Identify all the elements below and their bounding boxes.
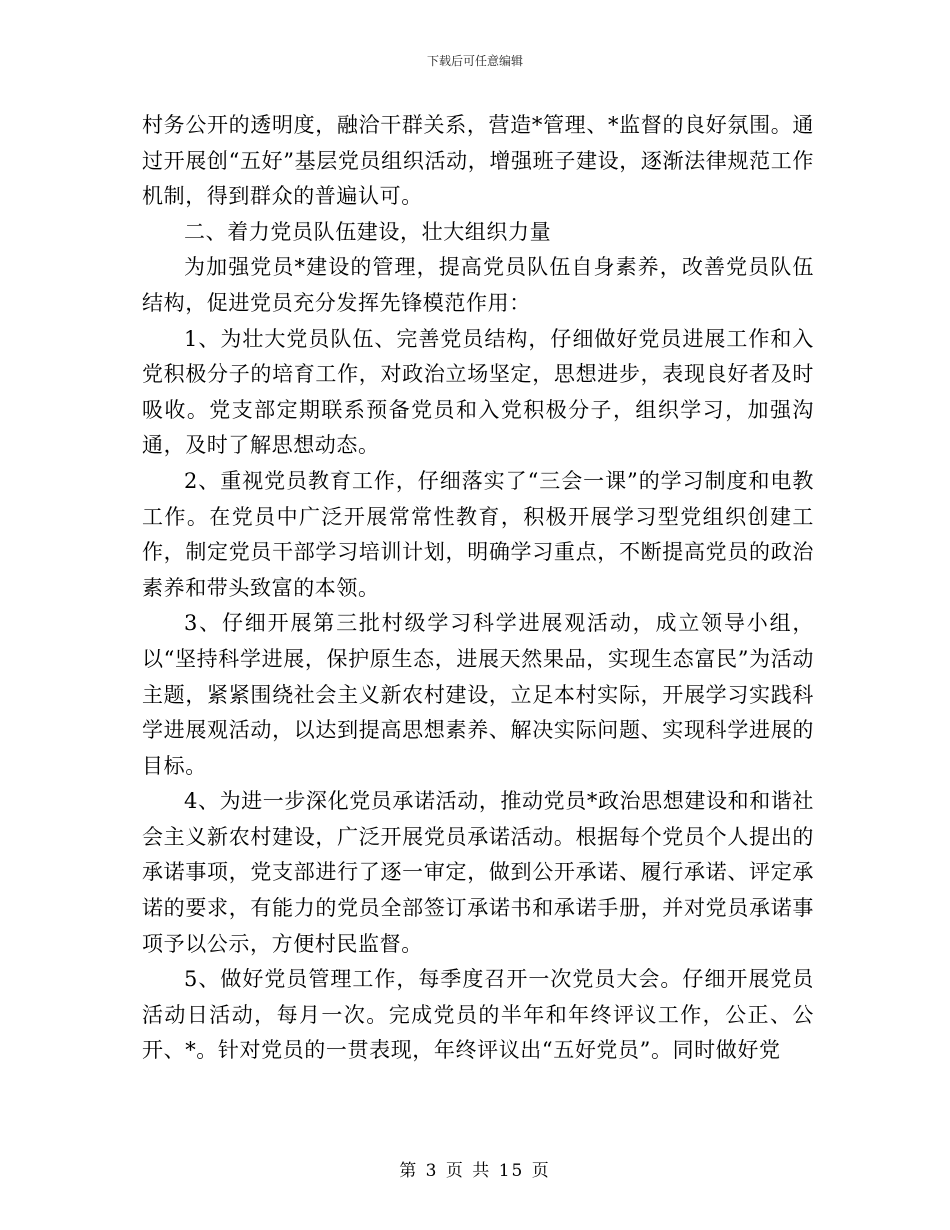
paragraph-intro: 为加强党员*建设的管理，提高党员队伍自身素养，改善党员队伍结构，促进党员充分发挥先锋模范作用： <box>142 255 814 315</box>
section-heading: 二、着力党员队伍建设，壮大组织力量 <box>184 219 552 244</box>
paragraph-continued: 村务公开的透明度，融洽干群关系，营造*管理、*监督的良好氛围。通过开展创“五好”基层党员组织活动，增强班子建设，逐渐法律规范工作机制，得到群众的普遍认可。 <box>142 113 814 209</box>
paragraph-item-1: 1、为壮大党员队伍、完善党员结构，仔细做好党员进展工作和入党积极分子的培育工作，对政治立场坚定，思想进步，表现良好者及时吸收。党支部定期联系预备党员和入党积极分子，组织学习，加强沟通，及时了解思想动态。 <box>142 326 814 458</box>
paragraph-item-4: 4、为进一步深化党员承诺活动，推动党员*政治思想建设和和谐社会主义新农村建设，广泛开展党员承诺活动。根据每个党员个人提出的承诺事项，党支部进行了逐一审定，做到公开承诺、履行承诺、评定承诺的要求，有能力的党员全部签订承诺书和承诺手册，并对党员承诺事项予以公示，方便村民监督。 <box>142 789 814 956</box>
page-number-footer: 第 3 页 共 15 页 <box>399 1161 551 1181</box>
paragraph-item-2: 2、重视党员教育工作，仔细落实了“三会一课”的学习制度和电教工作。在党员中广泛开展常常性教育，积极开展学习型党组织创建工作，制定党员干部学习培训计划，明确学习重点，不断提高党员的政治素养和带头致富的本领。 <box>142 468 814 600</box>
paragraph-item-3: 3、仔细开展第三批村级学习科学进展观活动，成立领导小组，以“坚持科学进展，保护原生态，进展天然果品，实现生态富民”为活动主题，紧紧围绕社会主义新农村建设，立足本村实际，开展学习实践科学进展观活动，以达到提高思想素养、解决实际问题、实现科学进展的目标。 <box>142 611 814 778</box>
body-text <box>142 108 814 1069</box>
header-note: 下载后可任意编辑 <box>426 54 523 68</box>
paragraph-item-5: 5、做好党员管理工作，每季度召开一次党员大会。仔细开展党员活动日活动，每月一次。完成党员的半年和年终评议工作，公正、公开、*。针对党员的一贯表现，年终评议出“五好党员”。同时做好党 <box>142 967 814 1063</box>
